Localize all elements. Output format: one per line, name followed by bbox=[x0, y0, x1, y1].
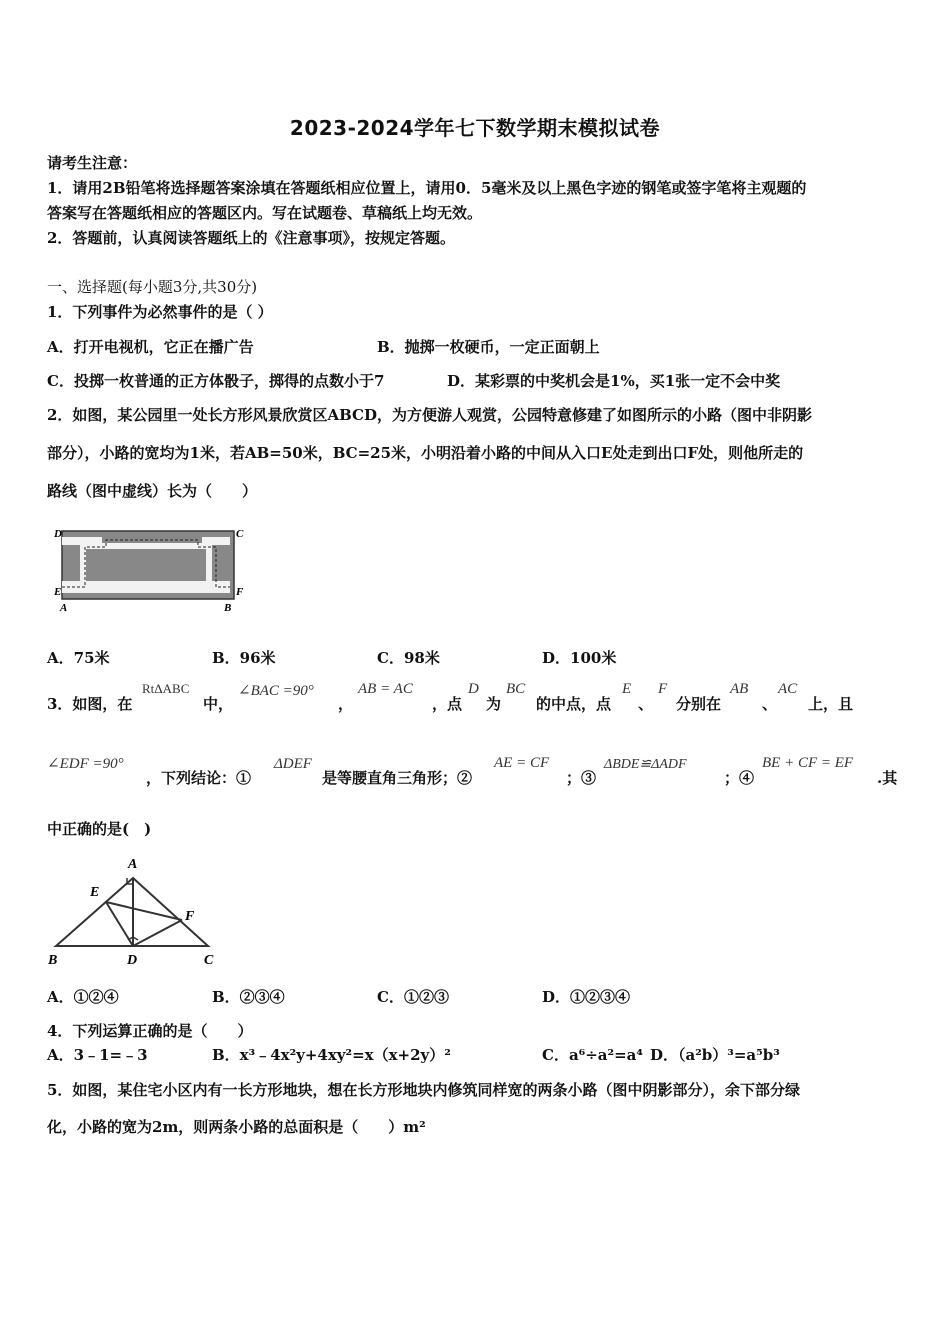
page-title: 2023-2024学年七下数学期末模拟试卷 bbox=[289, 116, 661, 140]
q1-option-b: B．抛掷一枚硬币，一定正面朝上 bbox=[377, 338, 600, 356]
q3-label-e: E bbox=[90, 885, 100, 900]
q4-option-b: B．x³﹣4x²y+4xy²=x（x+2y）² bbox=[212, 1046, 451, 1064]
q3-text-14: ；④ bbox=[724, 769, 755, 787]
q3-option-b: B．②③④ bbox=[212, 988, 285, 1006]
q4-option-a: A．3﹣1=﹣3 bbox=[47, 1046, 148, 1064]
q4-option-c: C．a⁶÷a²=a⁴ bbox=[542, 1046, 643, 1064]
q1-option-c: C．投掷一枚普通的正方体骰子，掷得的点数小于7 bbox=[47, 372, 385, 390]
q3-text-8: 分别在 bbox=[676, 695, 722, 713]
q2-option-a: A．75米 bbox=[47, 649, 110, 667]
q3-text-11: ，下列结论：① bbox=[146, 769, 252, 787]
q3-label-a: A bbox=[128, 857, 138, 872]
q3-text-10: 上，且 bbox=[808, 695, 854, 713]
q1-stem: 1．下列事件为必然事件的是（ ） bbox=[47, 303, 273, 321]
q3-math-angle-edf: ∠EDF =90° bbox=[47, 756, 124, 772]
q3-text-9: 、 bbox=[762, 695, 778, 713]
q1-option-d: D．某彩票的中奖机会是1%，买1张一定不会中奖 bbox=[447, 372, 781, 390]
q3-label-d: D bbox=[127, 953, 138, 968]
q3-text-12: 是等腰直角三角形；② bbox=[322, 769, 473, 787]
q4-stem: 4．下列运算正确的是（ ） bbox=[47, 1022, 253, 1040]
q2-figure-park-path bbox=[52, 523, 252, 615]
q3-math-def: ΔDEF bbox=[274, 756, 312, 772]
q3-text-4: ，点 bbox=[432, 695, 463, 713]
q3-math-bc: BC bbox=[506, 681, 526, 697]
q2-line-2: 部分），小路的宽均为1米，若AB=50米，BC=25米，小明沿着小路的中间从入口E处走到出口F处，则他所走的 bbox=[47, 444, 804, 462]
q2-label-b: B bbox=[224, 602, 232, 614]
q2-label-f: F bbox=[236, 586, 244, 598]
notice-line-2: 2．答题前，认真阅读答题纸上的《注意事项》，按规定答题。 bbox=[47, 229, 455, 247]
q3-label-c: C bbox=[204, 953, 214, 968]
q1-option-a: A．打开电视机，它正在播广告 bbox=[47, 338, 254, 356]
q4-option-d: D．（a²b）³=a⁵b³ bbox=[650, 1046, 780, 1064]
q3-label-f: F bbox=[185, 909, 195, 924]
q2-label-e: E bbox=[54, 586, 62, 598]
q3-math-rt-abc: RtΔABC bbox=[142, 681, 190, 696]
q3-math-congruent: ΔBDE≌ΔADF bbox=[604, 757, 687, 772]
q5-line-1: 5．如图，某住宅小区内有一长方形地块，想在长方形地块内修筑同样宽的两条小路（图中阴影部分），余下部分绿 bbox=[47, 1081, 800, 1099]
q3-option-a: A．①②④ bbox=[47, 988, 119, 1006]
q2-option-b: B．96米 bbox=[212, 649, 276, 667]
q2-line-3: 路线（图中虚线）长为（ ） bbox=[47, 482, 258, 500]
q2-option-d: D．100米 bbox=[542, 649, 617, 667]
notice-line-1: 1．请用2B铅笔将选择题答案涂填在答题纸相应位置上，请用0．5毫米及以上黑色字迹的钢笔或签字笔将主观题的 bbox=[47, 179, 807, 197]
q3-line-3: 中正确的是( ) bbox=[47, 820, 152, 838]
q3-text-1: 3．如图，在 bbox=[47, 695, 133, 713]
q3-option-d: D．①②③④ bbox=[542, 988, 631, 1006]
q3-figure-triangle bbox=[42, 850, 227, 970]
q3-math-d: D bbox=[468, 681, 479, 697]
q3-math-ac: AC bbox=[778, 681, 798, 697]
q3-text-3: ， bbox=[338, 695, 354, 713]
q3-text-15: .其 bbox=[877, 769, 898, 787]
q2-label-a: A bbox=[60, 602, 68, 614]
q5-line-2: 化，小路的宽为2m，则两条小路的总面积是（ ）m² bbox=[47, 1118, 426, 1136]
q3-math-ae-cf: AE = CF bbox=[494, 755, 550, 771]
q2-label-d: D bbox=[54, 528, 62, 540]
notice-heading: 请考生注意： bbox=[47, 154, 138, 172]
q3-text-13: ；③ bbox=[566, 769, 597, 787]
q3-text-2: 中， bbox=[203, 695, 234, 713]
q3-text-6: 的中点，点 bbox=[536, 695, 612, 713]
section-heading: 一、选择题(每小题3分,共30分) bbox=[47, 278, 258, 296]
notice-line-1b: 答案写在答题纸相应的答题区内。写在试题卷、草稿纸上均无效。 bbox=[47, 204, 483, 222]
q3-math-be-cf-ef: BE + CF = EF bbox=[762, 755, 854, 771]
q2-option-c: C．98米 bbox=[377, 649, 440, 667]
q3-math-e: E bbox=[622, 681, 632, 697]
q2-line-1: 2．如图，某公园里一处长方形风景欣赏区ABCD，为方便游人观赏，公园特意修建了如图所示的小路（图中非阴影 bbox=[47, 406, 812, 424]
q3-label-b: B bbox=[48, 953, 58, 968]
q3-option-c: C．①②③ bbox=[377, 988, 449, 1006]
q3-text-7: 、 bbox=[638, 695, 654, 713]
q3-math-angle-bac: ∠BAC =90° bbox=[238, 683, 314, 699]
q3-math-ab-ac: AB = AC bbox=[358, 681, 413, 697]
q3-math-ab: AB bbox=[730, 681, 749, 697]
q3-math-f: F bbox=[658, 681, 668, 697]
q3-text-5: 为 bbox=[486, 695, 502, 713]
q2-label-c: C bbox=[236, 528, 244, 540]
